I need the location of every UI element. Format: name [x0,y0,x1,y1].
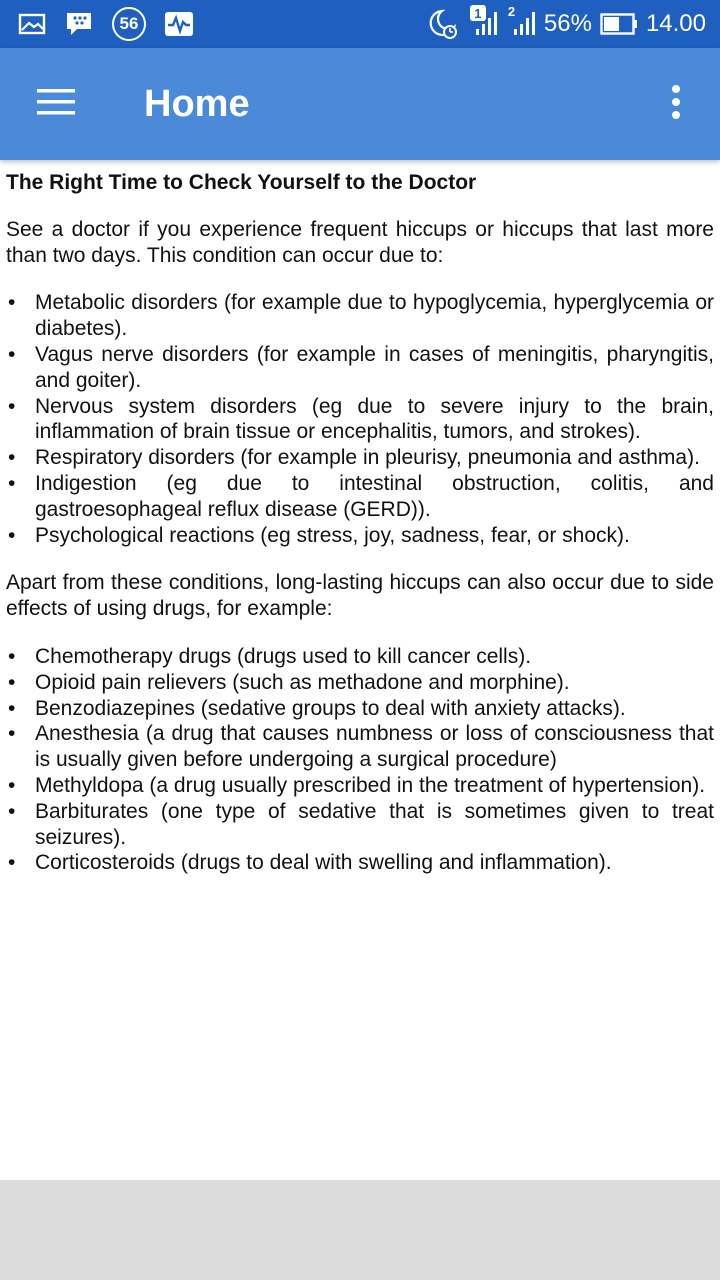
list-item: • Metabolic disorders (for example due to hypoglycemia, hyperglycemia or diabetes). [6,290,714,342]
signal-sim2-icon [506,4,536,39]
conditions-list [6,290,714,548]
drugs-list [6,644,714,876]
more-vertical-icon [671,84,681,125]
list-item: • Barbiturates (one type of sedative that is sometimes given to treat seizures). [6,799,714,851]
list-item: • Respiratory disorders (for example in pleurisy, pneumonia and asthma). [6,445,714,471]
list-item: • Anesthesia (a drug that causes numbness or loss of consciousness that is usually given before undergoing a surgical procedure) [6,721,714,773]
activity-icon [164,11,194,37]
sim1-badge: 1 [470,5,486,21]
list-item: • Vagus nerve disorders (for example in cases of meningitis, pharyngitis, and goiter). [6,342,714,394]
hamburger-menu-icon [37,88,75,121]
list-item: • Methyldopa (a drug usually prescribed in the treatment of hypertension). [6,773,714,799]
notification-count-badge: 56 [112,7,146,41]
overflow-menu-button[interactable] [632,48,720,160]
image-icon [18,12,46,36]
list-item: • Opioid pain relievers (such as methadone and morphine). [6,670,714,696]
clock: 14.00 [645,10,706,37]
list-item: • Corticosteroids (drugs to deal with swelling and inflammation). [6,850,714,876]
article-heading: The Right Time to Check Yourself to the Doctor [6,171,477,194]
bottom-banner-area [0,1180,720,1280]
article-content[interactable] [0,160,720,1180]
night-alarm-icon [426,7,460,41]
list-item: • Psychological reactions (eg stress, joy, sadness, fear, or shock). [6,523,714,549]
list-item: • Nervous system disorders (eg due to severe injury to the brain, inflammation of brain tissue or encephalitis, tumors, and strokes). [6,394,714,446]
menu-button[interactable] [0,48,112,160]
battery-percent: 56% [543,10,592,37]
bbm-chat-icon [64,10,94,38]
battery-icon [600,12,638,36]
list-item: • Chemotherapy drugs (drugs used to kill cancer cells). [6,644,714,670]
list-item: • Benzodiazepines (sedative groups to deal with anxiety attacks). [6,696,714,722]
page-title: Home [144,82,250,125]
app-bar [0,48,720,160]
signal-sim1-icon [468,5,498,39]
sim2-label: 2 [507,4,516,19]
drugs-intro-paragraph: Apart from these conditions, long-lasting hiccups can also occur due to side effects of using drugs, for example: [6,571,714,621]
status-bar [0,0,720,48]
list-item: • Indigestion (eg due to intestinal obstruction, colitis, and gastroesophageal reflux disease (GERD)). [6,471,714,523]
intro-paragraph: See a doctor if you experience frequent hiccups or hiccups that last more than two days. This condition can occur due to: [6,217,714,267]
